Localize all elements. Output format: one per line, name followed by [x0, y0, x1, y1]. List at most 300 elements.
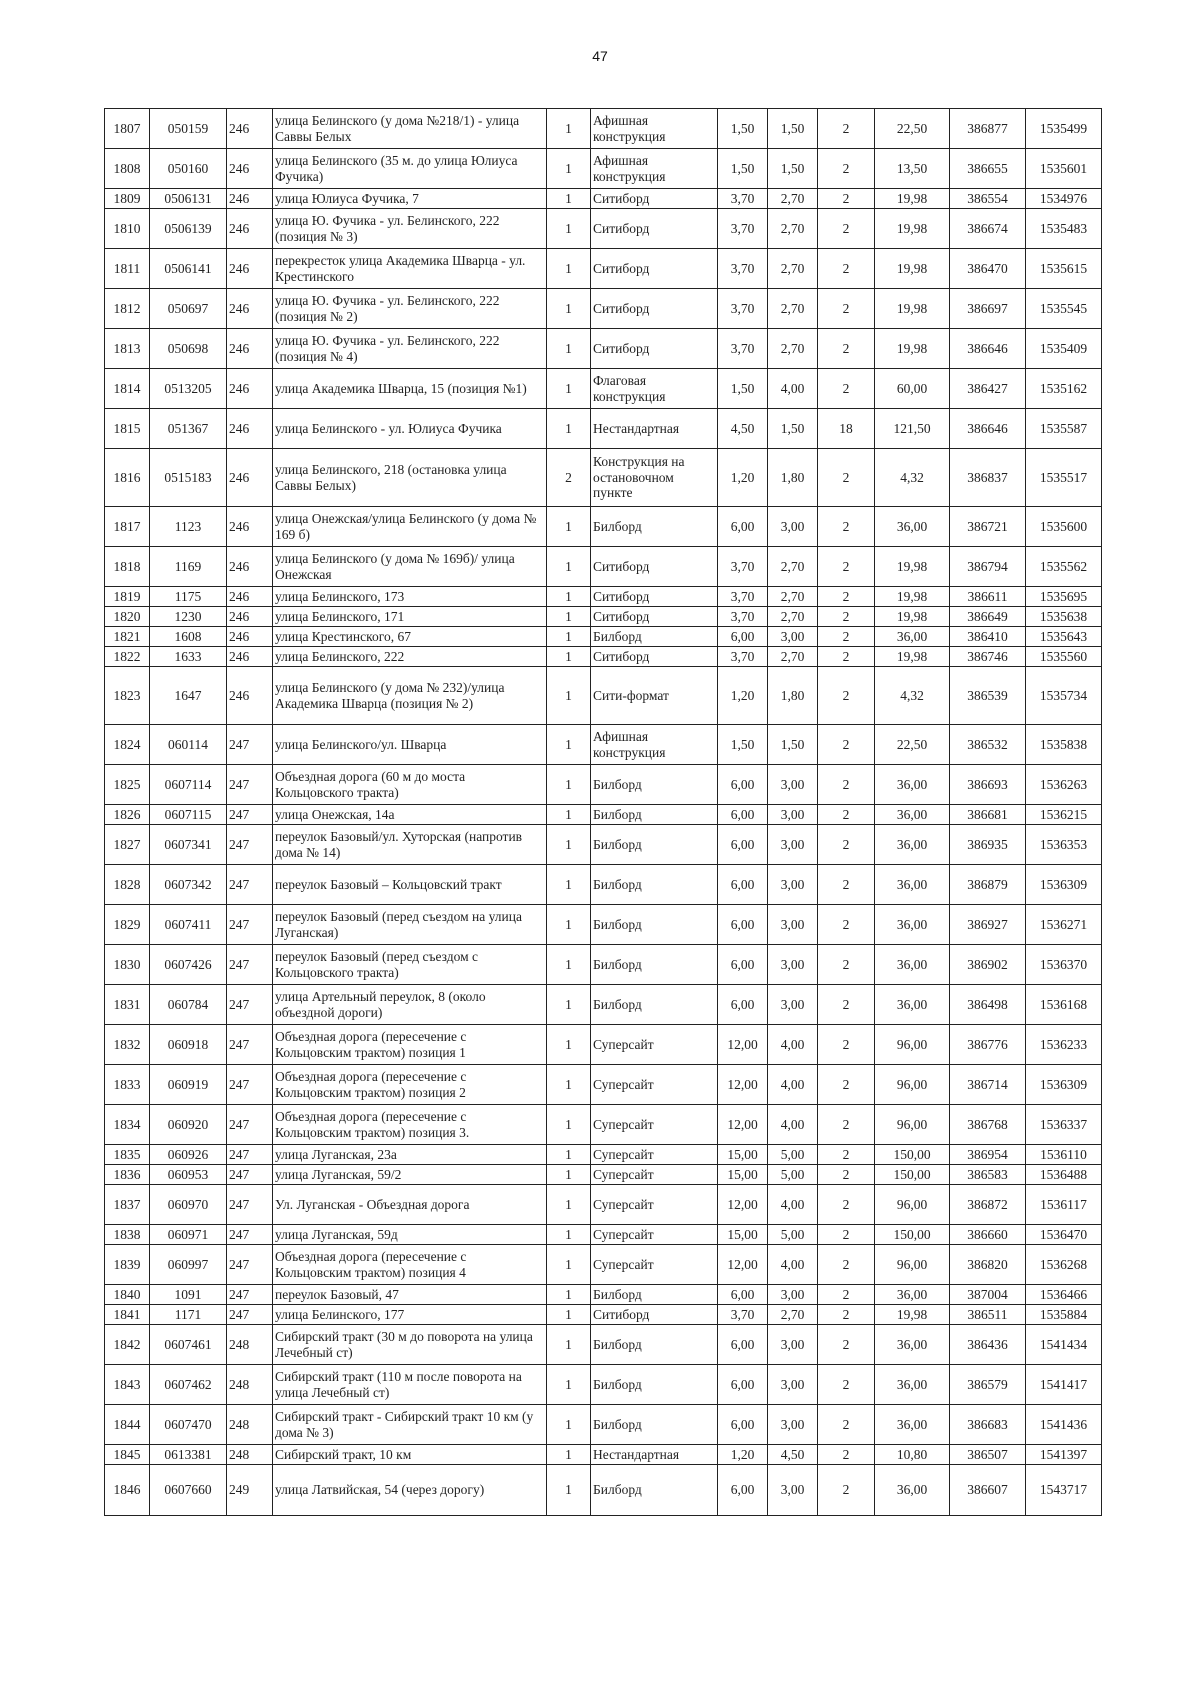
width-cell: 15,00: [718, 1145, 768, 1165]
district-code-cell: 247: [227, 1225, 273, 1245]
coord-y-cell: 1535601: [1026, 149, 1102, 189]
width-cell: 1,50: [718, 369, 768, 409]
district-code-cell: 247: [227, 985, 273, 1025]
sides-cell: 2: [818, 1145, 875, 1165]
address-cell: улица Белинского - ул. Юлиуса Фучика: [273, 409, 547, 449]
area-cell: 60,00: [875, 369, 950, 409]
area-cell: 22,50: [875, 725, 950, 765]
coord-x-cell: 386607: [950, 1465, 1026, 1516]
district-code-cell: 247: [227, 1065, 273, 1105]
height-cell: 1,50: [768, 725, 818, 765]
table-row: [105, 189, 1102, 209]
district-code-cell: 247: [227, 1145, 273, 1165]
width-cell: 1,50: [718, 725, 768, 765]
row-number-cell: 1813: [105, 329, 150, 369]
structure-type-cell: Ситиборд: [591, 289, 718, 329]
table-row: [105, 109, 1102, 149]
width-cell: 1,50: [718, 149, 768, 189]
coord-y-cell: 1536271: [1026, 905, 1102, 945]
sides-cell: 2: [818, 249, 875, 289]
address-cell: Сибирский тракт - Сибирский тракт 10 км (у дома № 3): [273, 1405, 547, 1445]
coord-y-cell: 1541436: [1026, 1405, 1102, 1445]
address-cell: улица Луганская, 23а: [273, 1145, 547, 1165]
structure-code-cell: 1091: [150, 1285, 227, 1305]
coord-y-cell: 1543717: [1026, 1465, 1102, 1516]
coord-x-cell: 386693: [950, 765, 1026, 805]
row-number-cell: 1810: [105, 209, 150, 249]
coord-x-cell: 386507: [950, 1445, 1026, 1465]
structure-code-cell: 0607462: [150, 1365, 227, 1405]
coord-x-cell: 386877: [950, 109, 1026, 149]
height-cell: 3,00: [768, 765, 818, 805]
table-row: [105, 805, 1102, 825]
quantity-cell: 1: [547, 507, 591, 547]
structure-type-cell: Билборд: [591, 1365, 718, 1405]
coord-x-cell: 386579: [950, 1365, 1026, 1405]
coord-x-cell: 386498: [950, 985, 1026, 1025]
table-row: [105, 825, 1102, 865]
height-cell: 2,70: [768, 189, 818, 209]
quantity-cell: 1: [547, 725, 591, 765]
row-number-cell: 1833: [105, 1065, 150, 1105]
row-number-cell: 1829: [105, 905, 150, 945]
row-number-cell: 1819: [105, 587, 150, 607]
structure-code-cell: 060919: [150, 1065, 227, 1105]
quantity-cell: 1: [547, 1025, 591, 1065]
address-cell: перекресток улица Академика Шварца - ул. Крестинского: [273, 249, 547, 289]
table-row: [105, 985, 1102, 1025]
sides-cell: 2: [818, 1365, 875, 1405]
structure-type-cell: Суперсайт: [591, 1185, 718, 1225]
quantity-cell: 1: [547, 1305, 591, 1325]
address-cell: переулок Базовый, 47: [273, 1285, 547, 1305]
coord-x-cell: 386539: [950, 667, 1026, 725]
structure-code-cell: 1169: [150, 547, 227, 587]
coord-y-cell: 1541434: [1026, 1325, 1102, 1365]
row-number-cell: 1825: [105, 765, 150, 805]
district-code-cell: 247: [227, 1185, 273, 1225]
district-code-cell: 246: [227, 289, 273, 329]
sides-cell: 2: [818, 289, 875, 329]
structure-type-cell: Ситиборд: [591, 249, 718, 289]
structure-code-cell: 0607660: [150, 1465, 227, 1516]
table-row: [105, 765, 1102, 805]
district-code-cell: 247: [227, 1025, 273, 1065]
structure-code-cell: 1608: [150, 627, 227, 647]
district-code-cell: 248: [227, 1365, 273, 1405]
height-cell: 3,00: [768, 865, 818, 905]
district-code-cell: 247: [227, 805, 273, 825]
width-cell: 12,00: [718, 1105, 768, 1145]
district-code-cell: 246: [227, 409, 273, 449]
area-cell: 22,50: [875, 109, 950, 149]
coord-x-cell: 386902: [950, 945, 1026, 985]
width-cell: 3,70: [718, 249, 768, 289]
sides-cell: 2: [818, 1445, 875, 1465]
structure-type-cell: Билборд: [591, 865, 718, 905]
coord-y-cell: 1536353: [1026, 825, 1102, 865]
structure-code-cell: 060970: [150, 1185, 227, 1225]
area-cell: 96,00: [875, 1065, 950, 1105]
district-code-cell: 247: [227, 905, 273, 945]
height-cell: 4,00: [768, 1025, 818, 1065]
structure-type-cell: Ситиборд: [591, 329, 718, 369]
table-row: [105, 547, 1102, 587]
address-cell: улица Белинского (у дома № 232)/улица Академика Шварца (позиция № 2): [273, 667, 547, 725]
coord-x-cell: 386954: [950, 1145, 1026, 1165]
table-body: [105, 109, 1102, 1516]
width-cell: 3,70: [718, 1305, 768, 1325]
sides-cell: 2: [818, 825, 875, 865]
coord-y-cell: 1535838: [1026, 725, 1102, 765]
coord-x-cell: 386837: [950, 449, 1026, 507]
width-cell: 3,70: [718, 607, 768, 627]
width-cell: 3,70: [718, 547, 768, 587]
structure-code-cell: 0607115: [150, 805, 227, 825]
coord-x-cell: 386583: [950, 1165, 1026, 1185]
sides-cell: 2: [818, 547, 875, 587]
width-cell: 15,00: [718, 1165, 768, 1185]
table-row: [105, 1285, 1102, 1305]
area-cell: 13,50: [875, 149, 950, 189]
area-cell: 4,32: [875, 667, 950, 725]
district-code-cell: 246: [227, 249, 273, 289]
quantity-cell: 1: [547, 149, 591, 189]
area-cell: 19,98: [875, 1305, 950, 1325]
structure-type-cell: Билборд: [591, 945, 718, 985]
quantity-cell: 1: [547, 409, 591, 449]
sides-cell: 2: [818, 1065, 875, 1105]
address-cell: Сибирский тракт (30 м до поворота на улица Лечебный ст): [273, 1325, 547, 1365]
structure-code-cell: 060920: [150, 1105, 227, 1145]
table-row: [105, 329, 1102, 369]
address-cell: улица Белинского, 173: [273, 587, 547, 607]
address-cell: переулок Базовый (перед съездом с Кольцовского тракта): [273, 945, 547, 985]
row-number-cell: 1839: [105, 1245, 150, 1285]
district-code-cell: 247: [227, 825, 273, 865]
address-cell: улица Белинского/ул. Шварца: [273, 725, 547, 765]
structure-type-cell: Билборд: [591, 825, 718, 865]
coord-x-cell: 386470: [950, 249, 1026, 289]
structure-code-cell: 1175: [150, 587, 227, 607]
height-cell: 4,50: [768, 1445, 818, 1465]
quantity-cell: 1: [547, 587, 591, 607]
height-cell: 4,00: [768, 1065, 818, 1105]
advertising-structures-table: [104, 108, 1102, 1516]
quantity-cell: 1: [547, 1165, 591, 1185]
width-cell: 6,00: [718, 507, 768, 547]
sides-cell: 2: [818, 1105, 875, 1145]
table-row: [105, 1225, 1102, 1245]
area-cell: 19,98: [875, 289, 950, 329]
area-cell: 150,00: [875, 1165, 950, 1185]
row-number-cell: 1844: [105, 1405, 150, 1445]
structure-code-cell: 0607342: [150, 865, 227, 905]
quantity-cell: 1: [547, 627, 591, 647]
quantity-cell: 1: [547, 1405, 591, 1445]
coord-y-cell: 1541397: [1026, 1445, 1102, 1465]
quantity-cell: 1: [547, 865, 591, 905]
quantity-cell: 1: [547, 647, 591, 667]
structure-code-cell: 050698: [150, 329, 227, 369]
structure-type-cell: Суперсайт: [591, 1165, 718, 1185]
address-cell: Сибирский тракт (110 м после поворота на улица Лечебный ст): [273, 1365, 547, 1405]
height-cell: 1,50: [768, 149, 818, 189]
address-cell: переулок Базовый/ул. Хуторская (напротив дома № 14): [273, 825, 547, 865]
structure-type-cell: Ситиборд: [591, 189, 718, 209]
structure-code-cell: 0506139: [150, 209, 227, 249]
coord-x-cell: 386872: [950, 1185, 1026, 1225]
coord-y-cell: 1536263: [1026, 765, 1102, 805]
page-number: 47: [592, 48, 608, 64]
height-cell: 2,70: [768, 547, 818, 587]
coord-y-cell: 1535499: [1026, 109, 1102, 149]
height-cell: 5,00: [768, 1225, 818, 1245]
coord-x-cell: 386935: [950, 825, 1026, 865]
coord-y-cell: 1536309: [1026, 865, 1102, 905]
structure-type-cell: Билборд: [591, 905, 718, 945]
district-code-cell: 246: [227, 607, 273, 627]
coord-x-cell: 386768: [950, 1105, 1026, 1145]
table-row: [105, 149, 1102, 189]
address-cell: улица Юлиуса Фучика, 7: [273, 189, 547, 209]
district-code-cell: 246: [227, 189, 273, 209]
district-code-cell: 246: [227, 369, 273, 409]
width-cell: 6,00: [718, 1285, 768, 1305]
district-code-cell: 247: [227, 1305, 273, 1325]
district-code-cell: 246: [227, 547, 273, 587]
height-cell: 4,00: [768, 1245, 818, 1285]
row-number-cell: 1842: [105, 1325, 150, 1365]
structure-code-cell: 1647: [150, 667, 227, 725]
structure-type-cell: Билборд: [591, 1405, 718, 1445]
width-cell: 1,50: [718, 109, 768, 149]
row-number-cell: 1827: [105, 825, 150, 865]
quantity-cell: 1: [547, 369, 591, 409]
quantity-cell: 1: [547, 945, 591, 985]
width-cell: 12,00: [718, 1245, 768, 1285]
structure-type-cell: Билборд: [591, 805, 718, 825]
coord-x-cell: 386820: [950, 1245, 1026, 1285]
coord-y-cell: 1535734: [1026, 667, 1102, 725]
width-cell: 6,00: [718, 805, 768, 825]
sides-cell: 2: [818, 109, 875, 149]
structure-type-cell: Нестандартная: [591, 1445, 718, 1465]
row-number-cell: 1841: [105, 1305, 150, 1325]
area-cell: 36,00: [875, 805, 950, 825]
coord-y-cell: 1535409: [1026, 329, 1102, 369]
quantity-cell: 1: [547, 1185, 591, 1225]
sides-cell: 2: [818, 1245, 875, 1285]
table-row: [105, 667, 1102, 725]
address-cell: улица Луганская, 59д: [273, 1225, 547, 1245]
quantity-cell: 1: [547, 1365, 591, 1405]
table-row: [105, 1445, 1102, 1465]
sides-cell: 2: [818, 1225, 875, 1245]
district-code-cell: 247: [227, 1105, 273, 1145]
table-row: [105, 1325, 1102, 1365]
table-row: [105, 1465, 1102, 1516]
sides-cell: 2: [818, 1025, 875, 1065]
structure-code-cell: 050160: [150, 149, 227, 189]
quantity-cell: 1: [547, 1065, 591, 1105]
area-cell: 36,00: [875, 765, 950, 805]
district-code-cell: 247: [227, 725, 273, 765]
coord-y-cell: 1536470: [1026, 1225, 1102, 1245]
structure-type-cell: Билборд: [591, 985, 718, 1025]
coord-y-cell: 1536309: [1026, 1065, 1102, 1105]
row-number-cell: 1840: [105, 1285, 150, 1305]
area-cell: 36,00: [875, 1285, 950, 1305]
address-cell: улица Луганская, 59/2: [273, 1165, 547, 1185]
table-row: [105, 369, 1102, 409]
sides-cell: 2: [818, 369, 875, 409]
structure-code-cell: 0513205: [150, 369, 227, 409]
area-cell: 19,98: [875, 329, 950, 369]
height-cell: 2,70: [768, 607, 818, 627]
sides-cell: 2: [818, 1465, 875, 1516]
coord-y-cell: 1535162: [1026, 369, 1102, 409]
width-cell: 3,70: [718, 329, 768, 369]
coord-y-cell: 1536233: [1026, 1025, 1102, 1065]
table-row: [105, 647, 1102, 667]
structure-type-cell: Ситиборд: [591, 607, 718, 627]
address-cell: переулок Базовый – Кольцовский тракт: [273, 865, 547, 905]
width-cell: 6,00: [718, 865, 768, 905]
row-number-cell: 1838: [105, 1225, 150, 1245]
row-number-cell: 1807: [105, 109, 150, 149]
height-cell: 1,80: [768, 667, 818, 725]
structure-type-cell: Билборд: [591, 1465, 718, 1516]
coord-x-cell: 386714: [950, 1065, 1026, 1105]
height-cell: 4,00: [768, 1185, 818, 1225]
row-number-cell: 1818: [105, 547, 150, 587]
sides-cell: 2: [818, 1305, 875, 1325]
quantity-cell: 1: [547, 1465, 591, 1516]
sides-cell: 2: [818, 189, 875, 209]
structure-code-cell: 0607114: [150, 765, 227, 805]
area-cell: 36,00: [875, 1465, 950, 1516]
coord-x-cell: 386660: [950, 1225, 1026, 1245]
height-cell: 2,70: [768, 289, 818, 329]
row-number-cell: 1831: [105, 985, 150, 1025]
address-cell: Объездная дорога (пересечение с Кольцовским трактом) позиция 4: [273, 1245, 547, 1285]
coord-x-cell: 386681: [950, 805, 1026, 825]
coord-x-cell: 386511: [950, 1305, 1026, 1325]
district-code-cell: 247: [227, 1245, 273, 1285]
sides-cell: 2: [818, 1405, 875, 1445]
coord-y-cell: 1535638: [1026, 607, 1102, 627]
sides-cell: 2: [818, 985, 875, 1025]
row-number-cell: 1823: [105, 667, 150, 725]
address-cell: улица Белинского (35 м. до улица Юлиуса Фучика): [273, 149, 547, 189]
coord-y-cell: 1535587: [1026, 409, 1102, 449]
quantity-cell: 1: [547, 1225, 591, 1245]
row-number-cell: 1812: [105, 289, 150, 329]
coord-y-cell: 1535560: [1026, 647, 1102, 667]
height-cell: 5,00: [768, 1165, 818, 1185]
structure-type-cell: Суперсайт: [591, 1065, 718, 1105]
table-row: [105, 1145, 1102, 1165]
structure-code-cell: 0607426: [150, 945, 227, 985]
address-cell: улица Онежская, 14а: [273, 805, 547, 825]
height-cell: 3,00: [768, 507, 818, 547]
address-cell: улица Онежская/улица Белинского (у дома № 169 б): [273, 507, 547, 547]
height-cell: 2,70: [768, 329, 818, 369]
structure-code-cell: 0515183: [150, 449, 227, 507]
height-cell: 3,00: [768, 985, 818, 1025]
structure-code-cell: 0607461: [150, 1325, 227, 1365]
district-code-cell: 246: [227, 209, 273, 249]
height-cell: 3,00: [768, 1405, 818, 1445]
area-cell: 96,00: [875, 1105, 950, 1145]
row-number-cell: 1846: [105, 1465, 150, 1516]
sides-cell: 18: [818, 409, 875, 449]
coord-x-cell: 386649: [950, 607, 1026, 627]
sides-cell: 2: [818, 905, 875, 945]
sides-cell: 2: [818, 449, 875, 507]
width-cell: 4,50: [718, 409, 768, 449]
sides-cell: 2: [818, 607, 875, 627]
structure-type-cell: Афишная конструкция: [591, 149, 718, 189]
quantity-cell: 1: [547, 547, 591, 587]
structure-type-cell: Суперсайт: [591, 1105, 718, 1145]
height-cell: 3,00: [768, 825, 818, 865]
district-code-cell: 246: [227, 627, 273, 647]
area-cell: 36,00: [875, 985, 950, 1025]
coord-x-cell: 386646: [950, 409, 1026, 449]
quantity-cell: 1: [547, 905, 591, 945]
area-cell: 19,98: [875, 189, 950, 209]
structure-type-cell: Ситиборд: [591, 1305, 718, 1325]
structure-type-cell: Билборд: [591, 627, 718, 647]
height-cell: 3,00: [768, 627, 818, 647]
height-cell: 3,00: [768, 905, 818, 945]
height-cell: 2,70: [768, 587, 818, 607]
quantity-cell: 1: [547, 1105, 591, 1145]
row-number-cell: 1826: [105, 805, 150, 825]
quantity-cell: 1: [547, 249, 591, 289]
address-cell: Объездная дорога (60 м до моста Кольцовского тракта): [273, 765, 547, 805]
area-cell: 36,00: [875, 627, 950, 647]
district-code-cell: 247: [227, 865, 273, 905]
quantity-cell: 1: [547, 1445, 591, 1465]
structure-code-cell: 060918: [150, 1025, 227, 1065]
district-code-cell: 246: [227, 329, 273, 369]
quantity-cell: 1: [547, 825, 591, 865]
address-cell: улица Латвийская, 54 (через дорогу): [273, 1465, 547, 1516]
row-number-cell: 1814: [105, 369, 150, 409]
width-cell: 3,70: [718, 209, 768, 249]
sides-cell: 2: [818, 587, 875, 607]
row-number-cell: 1824: [105, 725, 150, 765]
coord-x-cell: 386436: [950, 1325, 1026, 1365]
structure-code-cell: 060114: [150, 725, 227, 765]
area-cell: 96,00: [875, 1185, 950, 1225]
district-code-cell: 247: [227, 1165, 273, 1185]
address-cell: улица Ю. Фучика - ул. Белинского, 222 (позиция № 3): [273, 209, 547, 249]
coord-y-cell: 1536488: [1026, 1165, 1102, 1185]
structure-code-cell: 060784: [150, 985, 227, 1025]
sides-cell: 2: [818, 507, 875, 547]
area-cell: 19,98: [875, 607, 950, 627]
height-cell: 2,70: [768, 1305, 818, 1325]
structure-code-cell: 1230: [150, 607, 227, 627]
area-cell: 150,00: [875, 1145, 950, 1165]
width-cell: 12,00: [718, 1185, 768, 1225]
width-cell: 3,70: [718, 647, 768, 667]
structure-code-cell: 0607470: [150, 1405, 227, 1445]
